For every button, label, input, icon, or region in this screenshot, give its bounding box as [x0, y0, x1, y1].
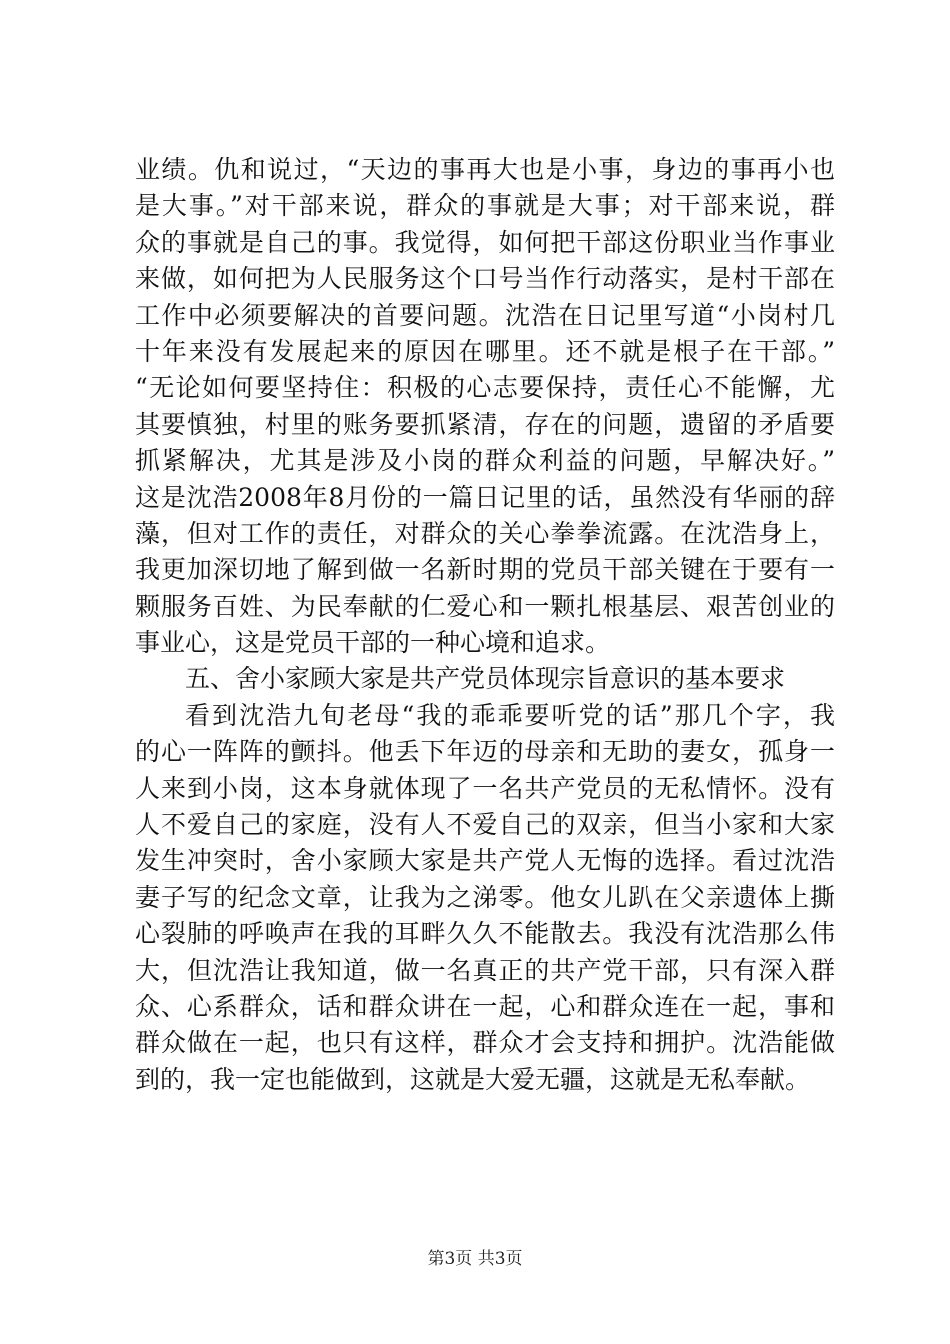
text-line: 众、心系群众，话和群众讲在一起，心和群众连在一起，事和 — [135, 991, 835, 1021]
text-line: 其要慎独，村里的账务要抓紧清，存在的问题，遗留的矛盾要 — [135, 409, 835, 439]
text-line: 来做，如何把为人民服务这个口号当作行动落实，是村干部在 — [135, 264, 835, 294]
text-line: 业绩。仇和说过，“天边的事再大也是小事，身边的事再小也 — [135, 155, 835, 184]
text-line: “无论如何要坚持住：积极的心志要保持，责任心不能懈，尤 — [135, 373, 835, 403]
section-heading: 五、舍小家顾大家是共产党员体现宗旨意识的基本要求 — [185, 664, 786, 694]
text-line: 颗服务百姓、为民奉献的仁爱心和一颗扎根基层、艰苦创业的 — [135, 591, 835, 621]
page-number: 第3页 共3页 — [427, 1249, 523, 1269]
text-line: 心裂肺的呼唤声在我的耳畔久久不能散去。我没有沈浩那么伟 — [135, 919, 835, 949]
text-line: 是大事。”对干部来说，群众的事就是大事；对干部来说，群 — [135, 191, 835, 221]
text-line: 事业心，这是党员干部的一种心境和追求。 — [135, 628, 611, 658]
text-line: 大，但沈浩让我知道，做一名真正的共产党干部，只有深入群 — [135, 955, 835, 985]
text-line: 抓紧解决，尤其是涉及小岗的群众利益的问题，早解决好。” — [135, 446, 835, 476]
text-line: 妻子写的纪念文章，让我为之涕零。他女儿趴在父亲遗体上撕 — [135, 882, 835, 912]
text-line: 的心一阵阵的颤抖。他丢下年迈的母亲和无助的妻女，孤身一 — [135, 737, 835, 767]
text-line: 到的，我一定也能做到，这就是大爱无疆，这就是无私奉献。 — [135, 1064, 811, 1094]
text-line: 我更加深切地了解到做一名新时期的党员干部关键在于要有一 — [135, 555, 835, 585]
text-line: 这是沈浩2008年8月份的一篇日记里的话，虽然没有华丽的辞 — [135, 482, 835, 512]
text-line: 看到沈浩九旬老母“我的乖乖要听党的话”那几个字，我 — [185, 700, 835, 730]
body-text — [135, 152, 835, 1098]
text-line: 人来到小岗，这本身就体现了一名共产党员的无私情怀。没有 — [135, 773, 835, 803]
text-line: 众的事就是自己的事。我觉得，如何把干部这份职业当作事业 — [135, 227, 835, 257]
text-line: 人不爱自己的家庭，没有人不爱自己的双亲，但当小家和大家 — [135, 810, 835, 840]
text-line: 工作中必须要解决的首要问题。沈浩在日记里写道“小岗村几 — [135, 300, 835, 330]
text-line: 十年来没有发展起来的原因在哪里。还不就是根子在干部。” — [135, 336, 835, 366]
text-line: 发生冲突时，舍小家顾大家是共产党人无悔的选择。看过沈浩 — [135, 846, 835, 876]
text-line: 群众做在一起，也只有这样，群众才会支持和拥护。沈浩能做 — [135, 1028, 835, 1058]
text-line: 藻，但对工作的责任，对群众的关心拳拳流露。在沈浩身上， — [135, 518, 835, 548]
